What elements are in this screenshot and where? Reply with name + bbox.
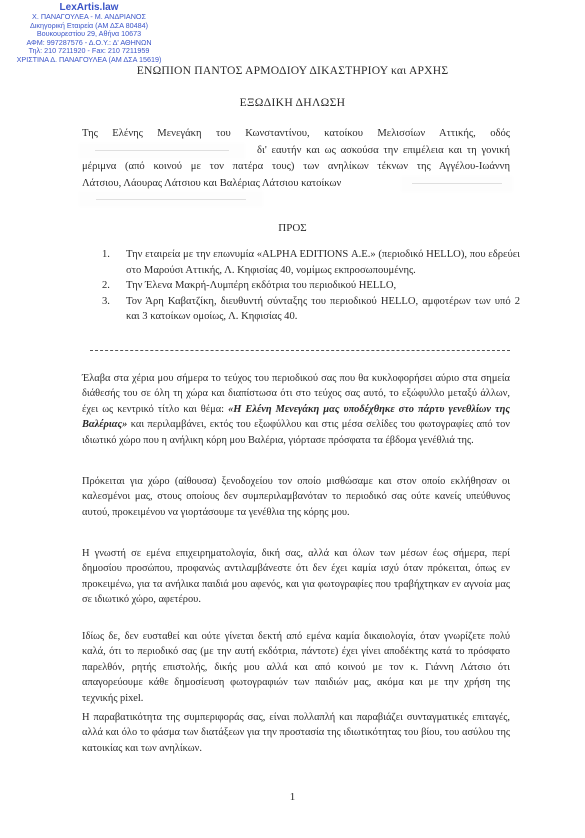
dashed-separator (90, 350, 510, 351)
magazine-headline-quote: «Η Ελένη Μενεγάκη μας υποδέχθηκε στο πάρτυ γενεθλίων της Βαλέριας» (82, 403, 510, 431)
court-header: ΕΝΩΠΙΟΝ ΠΑΝΤΟΣ ΑΡΜΟΔΙΟΥ ΔΙΚΑΣΤΗΡΙΟΥ και ΑΡΧΗΣ (136, 64, 449, 77)
stamp-line: Δικηγορική Εταιρεία (ΑΜ ΔΣΑ 80484) (30, 20, 148, 30)
intro-line-2 (82, 143, 510, 160)
intro-line: Της Ελένης Μενεγάκη του Κωνσταντίνου, κατοίκου Μελισσίων Αττικής, οδός (82, 128, 510, 139)
intro-line-text: Λάτσιου, Λάουρας Λάτσιου και Βαλέριας Λάτσιου κατοίκων (82, 177, 342, 189)
intro-line-5 (82, 192, 510, 206)
list-number: 1. (102, 249, 110, 260)
body-paragraph-3: Η γνωστή σε εμένα επιχειρηματολογία, δική σας, αλλά και όλων των μέσων έως σήμερα, περί δημοσίου προσώπου, προφανώς αντιλαμβάνεστε ότι δεν έχει καμία ισχύ όταν πρόκειται, όπως εν προκειμένω, για τα ανήλικα παιδιά μου αφενός, και για φωτογραφίες που τραβήχτηκαν εν αγνοία μας σε ιδιωτικό χώρο, αφετέρου. (82, 548, 510, 606)
stamp-brand: LexArtis.law (59, 2, 119, 13)
body-paragraph-5: Η παραβατικότητα της συμπεριφοράς σας, είναι πολλαπλή και παραβιάζει συνταγματικές επιταγές, αλλά και όλο το φάσμα των διατάξεων για την προστασία της ιδιωτικότητας του βίου, του ασύλου της κατοικίας και των ανηλίκων. (82, 712, 510, 754)
redaction-block (82, 146, 242, 156)
document-title: ΕΞΩΔΙΚΗ ΔΗΛΩΣΗ (239, 96, 346, 109)
list-text: Την εταιρεία με την επωνυμία «ALPHA EDITIONS Α.Ε.» (περιοδικό HELLO), που εδρεύει στο Μαρούσι Αττικής, Λ. Κηφισίας 40, νομίμως εκπροσωπουμένης. (126, 249, 520, 276)
intro-line: μέριμνα (από κοινού με τον πατέρα τους) των ανηλίκων τέκνων της Αγγέλου-Ιωάννη (82, 161, 510, 172)
body-paragraph-4: Ιδίως δε, δεν ευσταθεί και ούτε γίνεται δεκτή από εμένα καμία δικαιολογία, όταν γνωρίζετε πολύ καλά, ότι το περιοδικό σας (με την αυτή εκδότρια, πάντοτε) έχει γίνει αποδέκτης κατά το πρόσφατο παρελθόν, ρητής επιστολής, δικής μου αλλά και από κοινού με τον κ. Γιάννη Λάτσιο ότι απαγορεύουμε κάθε δημοσίευση φωτογραφιών των παιδιών μας, ακόμα και με την χρήση της τεχνικής pixel. (82, 631, 510, 704)
list-item (100, 247, 520, 278)
intro-line-4 (82, 176, 510, 193)
recipients-list (100, 247, 520, 325)
redaction-block (82, 194, 260, 204)
list-number: 2. (102, 280, 110, 292)
paragraph-text: Έλαβα στα χέρια μου σήμερα το τεύχος του περιοδικού σας που θα κυκλοφορήσει αύριο στα σημεία διάθεσής του σε όλη τη χώρα και διαπίστωσα ότι στο τεύχος σας αυτό, το εξώφυλλο μεταξύ άλλων, έχει ως κεντρικό τίτλο και θέμα: (82, 373, 510, 415)
list-item (100, 294, 520, 325)
list-item (100, 278, 520, 294)
body-paragraph-2: Πρόκειται για χώρο (αίθουσα) ξενοδοχείου τον οποίο μισθώσαμε και στον οποίο εκλήθησαν οι καλεσμένοι μας, στους οποίους δεν συμπεριλαμβανόταν το περιοδικό σας ούτε κανείς υπεύθυνος αυτού, προκειμένου να γιορτάσουμε τα γενέθλια της κόρης μου. (82, 476, 510, 518)
stamp-line: Χ. ΠΑΝΑΓΟΥΛΕΑ - Μ. ΑΝΔΡΙΑΝΟΣ (32, 12, 146, 21)
law-firm-stamp (10, 2, 168, 65)
body-paragraph-1 (82, 371, 510, 448)
recipients-heading: ΠΡΟΣ (278, 222, 307, 234)
stamp-line: Τηλ: 210 7211920 - Fax: 210 7211959 (28, 46, 150, 56)
stamp-line: ΑΦΜ: 997287576 - Δ.Ο.Υ.: Δ' ΑΘΗΝΩΝ (26, 37, 152, 47)
page-number: 1 (289, 791, 296, 803)
intro-line-text: δι' εαυτήν και ως ασκούσα την επιμέλεια και τη γονική (257, 144, 510, 156)
list-text: Την Έλενα Μακρή-Λυμπέρη εκδότρια του περιοδικού HELLO, (126, 280, 397, 292)
stamp-line: Βουκουρεστίου 29, Αθήνα 10673 (36, 29, 142, 39)
list-number: 3. (102, 295, 110, 307)
redaction-block (404, 179, 510, 189)
paragraph-text: και περιλαμβάνει, εκτός του εξωφύλλου και στις μέσα σελίδες του φωτογραφίες από τον ιδιωτικό χώρο που η ανήλικη κόρη μου Βαλέρια, γιόρτασε πρόσφατα τα έβδομα γενέθλιά της. (82, 419, 510, 446)
list-text: Τον Άρη Καβατζίκη, διευθυντή σύνταξης του περιοδικού HELLO, αμφοτέρων των υπό 2 και 3 κατοίκων ομοίως, Λ. Κηφισίας 40. (126, 295, 520, 323)
intro-paragraph (82, 126, 510, 206)
stamp-line: ΧΡΙΣΤΙΝΑ Δ. ΠΑΝΑΓΟΥΛΕΑ (ΑΜ ΔΣΑ 15619) (16, 54, 162, 64)
